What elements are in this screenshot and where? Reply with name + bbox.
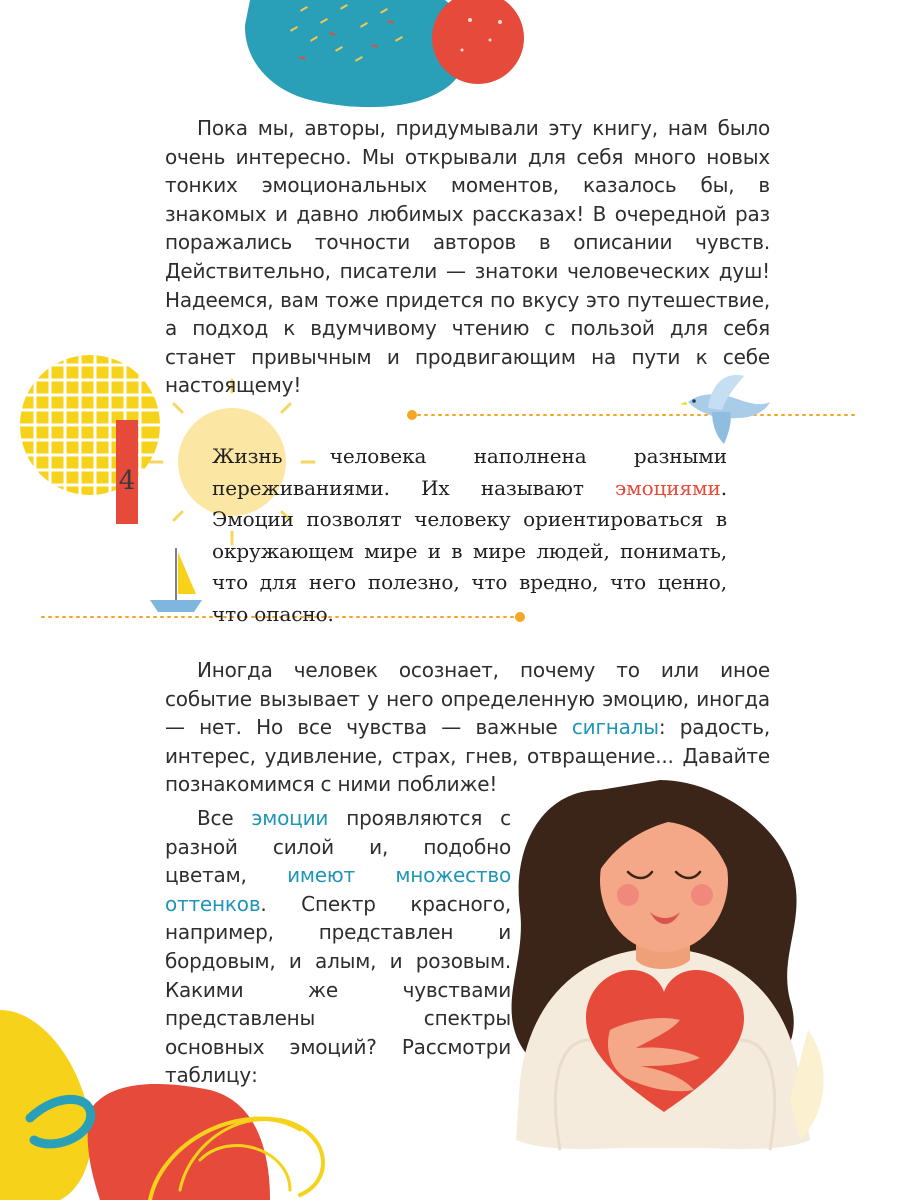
signals-text-2: : радость, интерес, удивление, страх, гнев, отвращение... Давайте познакомимся с ними поближе! xyxy=(165,715,771,797)
emotions-text-2: проявляются с разной силой и, подобно цветам, xyxy=(165,806,511,888)
intro-text: Пока мы, авторы, придумывали эту книгу, нам было очень интересно. Мы открывали для себя много новых тонких эмоциональных моментов, казалось бы, в знакомых и давно любимых рассказах! В очередной раз поражались точности авторов в описании чувств. Действительно, писатели — знатоки человеческих душ! Надеемся, вам тоже придется по вкусу это путешествие, а подход к вдумчивому чтению с пользой для себя станет привычным и продвигающим на пути к себе настоящему! xyxy=(165,116,770,398)
callout-paragraph xyxy=(212,441,727,630)
emotions-text-1: Все xyxy=(197,806,252,830)
dotted-divider-top xyxy=(407,410,858,420)
emotions-paragraph xyxy=(165,804,511,1090)
blob-decoration xyxy=(245,0,524,107)
grid-circle-decoration xyxy=(20,355,160,495)
callout-text-2: . Эмоции позволят человеку ориентироваться в окружающем мире и в мире людей, понимать, что для него полезно, что вредно, что ценно, что опасно. xyxy=(212,475,727,626)
page-number: 4 xyxy=(118,466,136,496)
signals-paragraph xyxy=(165,656,770,799)
sailboat-icon xyxy=(150,548,202,612)
intro-paragraph xyxy=(165,114,770,400)
signals-highlight: сигналы xyxy=(571,715,659,740)
emotions-highlight-2: имеют множество оттенков xyxy=(165,863,511,916)
signals-text-1: Иногда человек осознает, почему то или иное событие вызывает у него определенную эмоцию, иногда — нет. Но все чувства — важные xyxy=(165,658,770,740)
callout-highlight: эмоциями xyxy=(615,475,721,500)
callout-text-1: Жизнь человека наполнена разными переживаниями. Их называют xyxy=(212,444,727,500)
emotions-highlight-1: эмоции xyxy=(251,806,329,830)
emotions-text-3: . Спектр красного, например, представлен и бордовым, и алым, и розовым. Какими же чувствами представлены спектры основных эмоций? Рассмотри таблицу: xyxy=(165,891,511,1088)
